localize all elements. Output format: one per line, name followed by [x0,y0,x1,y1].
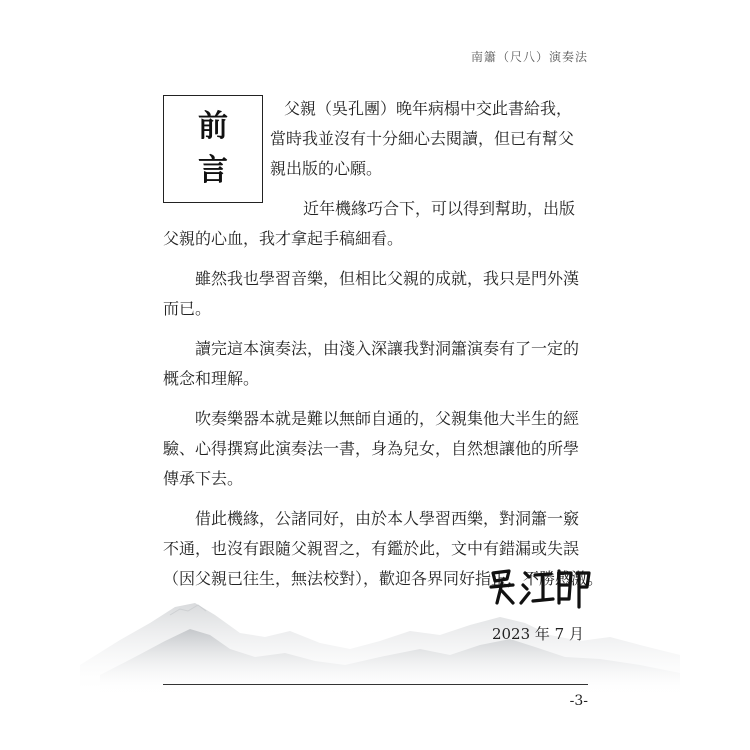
text-line: 傳承下去。 [163,469,244,488]
page-number: -3- [569,693,588,709]
preface-title-char-1: 前 [198,109,228,144]
text-line: 概念和理解。 [163,369,260,388]
text-line: 父親的心血，我才拿起手稿細看。 [163,229,404,248]
preface-body [163,94,604,594]
text-line: 驗、心得撰寫此演奏法一書，身為兒女，自然想讓他的所學 [163,439,580,458]
text-line: 當時我並沒有十分細心去閱讀，但已有幫父 [270,129,575,148]
text-line: 而已。 [163,299,212,318]
text-line: （因父親已往生，無法校對），歡迎各界同好指正，不勝感激。 [163,569,604,588]
preface-title-char-2: 言 [198,153,228,188]
text-line: 不通，也沒有跟隨父親習之，有鑑於此，文中有錯漏或失誤 [163,539,580,558]
text-line: 讀完這本演奏法，由淺入深讓我對洞簫演奏有了一定的 [195,339,580,358]
running-header: 南簫（尺八）演奏法 [470,50,588,64]
text-line: 雖然我也學習音樂，但相比父親的成就，我只是門外漢 [195,269,580,288]
signature-image [487,565,595,609]
text-line: 近年機緣巧合下，可以得到幫助，出版 [303,199,576,218]
text-line: 父親（吳孔團）晚年病榻中交此書給我， [284,99,573,118]
text-line: 借此機緣，公諸同好，由於本人學習西樂，對洞簫一竅 [195,509,580,528]
footer-rule [163,684,588,685]
text-line: 親出版的心願。 [270,159,383,178]
text-line: 吹奏樂器本就是難以無師自通的，父親集他大半生的經 [195,409,580,428]
date: 2023 年 7 月 [491,625,584,643]
